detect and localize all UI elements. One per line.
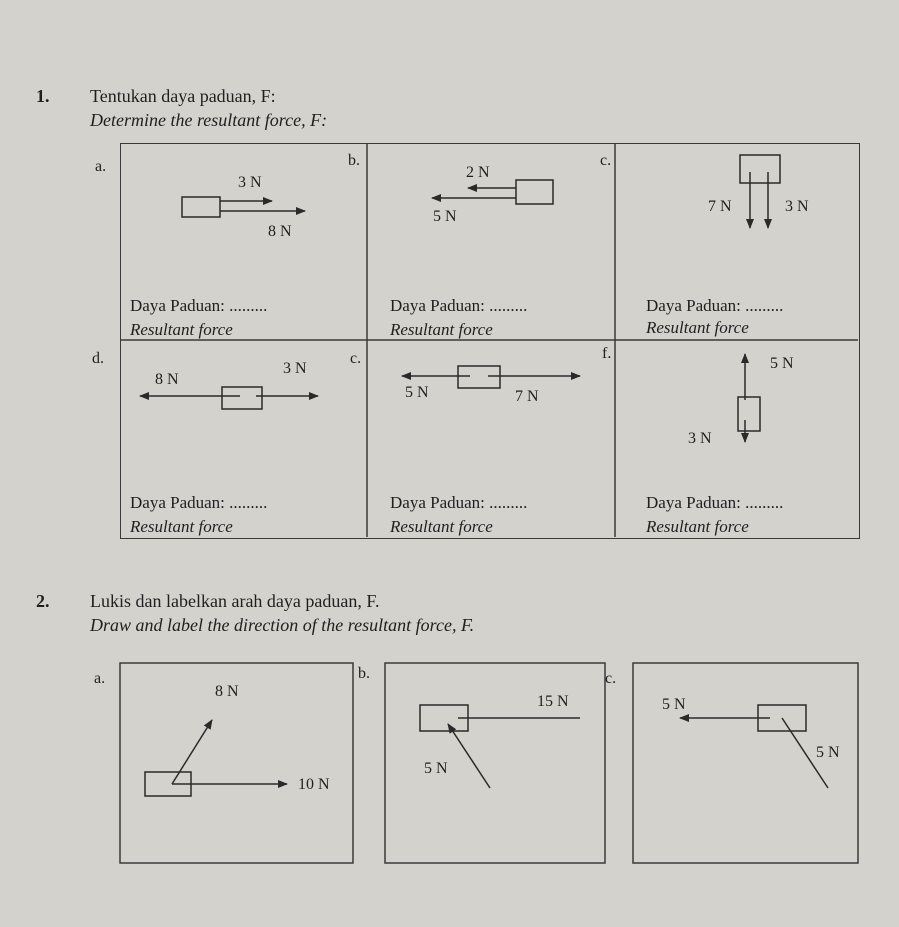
q1a-answer-en: Resultant force (130, 320, 233, 339)
q1c-box (740, 155, 780, 183)
q2a-arrow-8n (172, 720, 212, 784)
q1f-answer-label: Daya Paduan: ......... (646, 493, 784, 512)
q1b-force-2n: 2 N (466, 164, 490, 181)
q1a-box (182, 197, 220, 217)
q1d-box (222, 387, 262, 409)
q1a-force-8n: 8 N (268, 223, 292, 240)
q2c-frame (633, 663, 858, 863)
q2b-frame (385, 663, 605, 863)
q1d-force-8n: 8 N (155, 371, 179, 388)
q1c-label: c. (600, 152, 612, 169)
q1e-label: c. (350, 350, 362, 367)
question-2-number: 2. (36, 591, 50, 611)
q2a-force-8n: 8 N (215, 683, 239, 700)
q1b-answer-label: Daya Paduan: ......... (390, 296, 528, 315)
question-1-number: 1. (36, 86, 50, 106)
q1b-force-5n: 5 N (433, 208, 457, 225)
q2c-label: c. (605, 670, 617, 687)
q1c-answer-en: Resultant force (646, 318, 749, 337)
q1a-answer-label: Daya Paduan: ......... (130, 296, 268, 315)
q1a-label: a. (95, 158, 107, 175)
q2b-force-5n: 5 N (424, 760, 448, 777)
q1f-force-3n: 3 N (688, 430, 712, 447)
q2b-label: b. (358, 665, 370, 682)
q1e-box (458, 366, 500, 388)
q1e-force-5n: 5 N (405, 384, 429, 401)
q1d-answer-label: Daya Paduan: ......... (130, 493, 268, 512)
question-2-text-en: Draw and label the direction of the resultant force, F. (90, 615, 475, 635)
q1c-force-3n: 3 N (785, 198, 809, 215)
question-1-text-en: Determine the resultant force, F: (90, 110, 328, 130)
q1e-force-7n: 7 N (515, 388, 539, 405)
q2b-arrow-5n (448, 724, 490, 788)
q1b-answer-en: Resultant force (390, 320, 493, 339)
q1c-force-7n: 7 N (708, 198, 732, 215)
q1d-answer-en: Resultant force (130, 517, 233, 536)
q2a-force-10n: 10 N (298, 776, 330, 793)
q2a-label: a. (94, 670, 106, 687)
q1b-label: b. (348, 152, 360, 169)
q1d-force-3n: 3 N (283, 360, 307, 377)
q1f-force-5n: 5 N (770, 355, 794, 372)
q1a-force-3n: 3 N (238, 174, 262, 191)
q1c-answer-label: Daya Paduan: ......... (646, 296, 784, 315)
q2b-force-15n: 15 N (537, 693, 569, 710)
question-2-text-ms: Lukis dan labelkan arah daya paduan, F. (90, 591, 380, 611)
question-1-text-ms: Tentukan daya paduan, F: (90, 86, 276, 106)
q1e-answer-label: Daya Paduan: ......... (390, 493, 528, 512)
q1f-label: f. (602, 345, 612, 362)
q1f-box (738, 397, 760, 431)
q1e-answer-en: Resultant force (390, 517, 493, 536)
q1b-box (516, 180, 553, 204)
q1d-label: d. (92, 350, 104, 367)
q2c-force-5n-left: 5 N (662, 696, 686, 713)
q1f-answer-en: Resultant force (646, 517, 749, 536)
q2c-force-5n-down: 5 N (816, 744, 840, 761)
